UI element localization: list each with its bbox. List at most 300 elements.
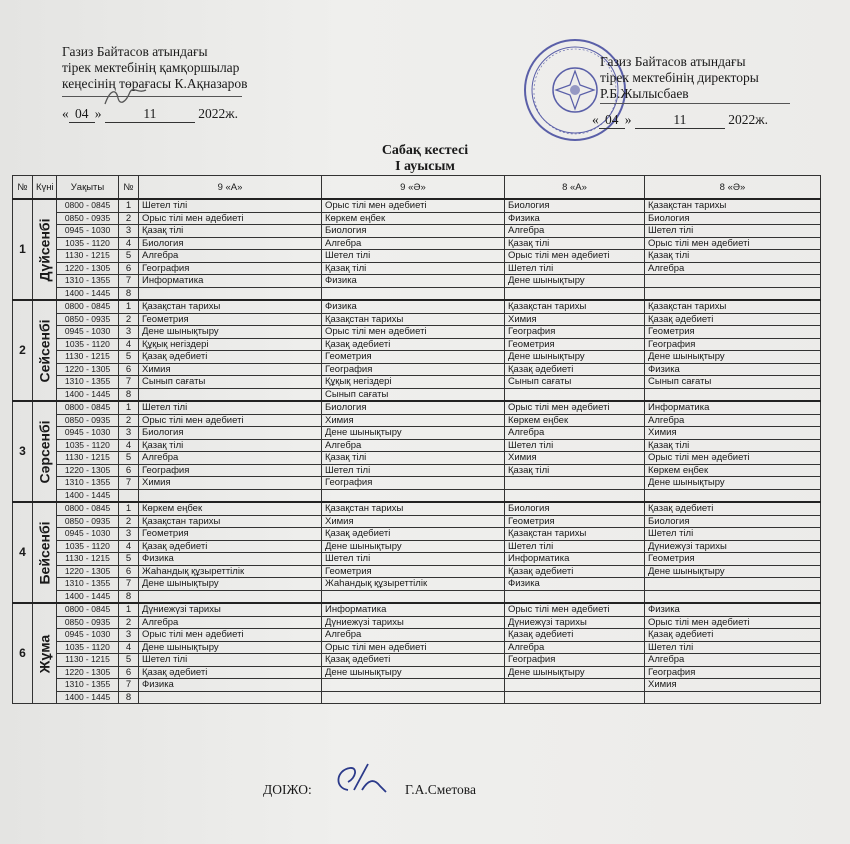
- date-day: 04: [599, 112, 625, 129]
- lesson-time: 1130 - 1215: [57, 351, 119, 364]
- lesson-subject: Геометрия: [322, 351, 505, 364]
- lesson-subject: [139, 590, 322, 603]
- lesson-subject: Көркем еңбек: [505, 414, 645, 427]
- lesson-subject: Дене шынықтыру: [139, 641, 322, 654]
- lesson-subject: Құқық негіздері: [322, 376, 505, 389]
- lesson-subject: Алгебра: [645, 654, 821, 667]
- table-row: [13, 363, 821, 376]
- lesson-time: 1220 - 1305: [57, 363, 119, 376]
- table-row: [13, 629, 821, 642]
- header-cell: №: [13, 176, 33, 200]
- lesson-subject: Алгебра: [322, 237, 505, 250]
- lesson-time: 1400 - 1445: [57, 388, 119, 401]
- approval-right-line3: Р.Б.Жылысбаев: [600, 86, 689, 101]
- lesson-time: 0945 - 1030: [57, 225, 119, 238]
- lesson-subject: Қазақ әдебиеті: [645, 502, 821, 515]
- lesson-subject: Биология: [645, 212, 821, 225]
- lesson-number: 4: [119, 237, 139, 250]
- lesson-subject: Орыс тілі мен әдебиеті: [505, 603, 645, 616]
- lesson-subject: Биология: [139, 237, 322, 250]
- lesson-time: 1400 - 1445: [57, 590, 119, 603]
- page-subtitle: I ауысым: [395, 159, 455, 174]
- lesson-subject: [645, 691, 821, 704]
- lesson-number: 2: [119, 616, 139, 629]
- lesson-subject: Алгебра: [322, 629, 505, 642]
- day-name: [33, 603, 57, 704]
- lesson-subject: Қазақ тілі: [645, 250, 821, 263]
- lesson-number: 2: [119, 313, 139, 326]
- lesson-time: 1220 - 1305: [57, 262, 119, 275]
- table-row: [13, 237, 821, 250]
- date-day: 04: [69, 106, 95, 123]
- lesson-time: 1400 - 1445: [57, 287, 119, 300]
- header-cell: Күні: [33, 176, 57, 200]
- table-row: [13, 477, 821, 490]
- lesson-subject: Алгебра: [139, 452, 322, 465]
- lesson-subject: Физика: [645, 603, 821, 616]
- table-row: [13, 250, 821, 263]
- lesson-number: 6: [119, 565, 139, 578]
- lesson-subject: Қазақ тілі: [139, 439, 322, 452]
- lesson-time: 1035 - 1120: [57, 641, 119, 654]
- lesson-subject: [505, 489, 645, 502]
- lesson-number: 4: [119, 338, 139, 351]
- lesson-number: 1: [119, 401, 139, 414]
- lesson-subject: Дене шынықтыру: [505, 351, 645, 364]
- lesson-subject: Дүниежүзі тарихы: [645, 540, 821, 553]
- day-name-label: Бейсенбі: [36, 520, 52, 585]
- lesson-subject: Қазақ әдебиеті: [505, 629, 645, 642]
- lesson-subject: [139, 691, 322, 704]
- lesson-time: 0945 - 1030: [57, 629, 119, 642]
- lesson-number: 8: [119, 691, 139, 704]
- lesson-subject: Алгебра: [139, 616, 322, 629]
- lesson-subject: Алгебра: [505, 427, 645, 440]
- lesson-time: 1035 - 1120: [57, 540, 119, 553]
- lesson-subject: Дүниежүзі тарихы: [505, 616, 645, 629]
- lesson-number: 5: [119, 250, 139, 263]
- lesson-number: 3: [119, 326, 139, 339]
- date-year: 2022ж.: [728, 112, 768, 127]
- day-name-label: Сәрсенбі: [36, 419, 52, 484]
- table-row: [13, 528, 821, 541]
- lesson-time: 1310 - 1355: [57, 578, 119, 591]
- lesson-subject: Шетел тілі: [139, 199, 322, 212]
- table-row: [13, 565, 821, 578]
- lesson-subject: Алгебра: [505, 225, 645, 238]
- lesson-number: 6: [119, 666, 139, 679]
- lesson-subject: Геометрия: [645, 326, 821, 339]
- lesson-subject: Биология: [505, 502, 645, 515]
- lesson-time: 1035 - 1120: [57, 338, 119, 351]
- lesson-subject: География: [139, 262, 322, 275]
- lesson-time: 1130 - 1215: [57, 654, 119, 667]
- lesson-subject: Дене шынықтыру: [322, 540, 505, 553]
- lesson-subject: Физика: [139, 553, 322, 566]
- lesson-subject: Қазақ әдебиеті: [505, 363, 645, 376]
- lesson-number: 2: [119, 212, 139, 225]
- table-row: [13, 199, 821, 212]
- lesson-subject: Қазақстан тарихы: [322, 502, 505, 515]
- approval-right-line2: тірек мектебінің директоры: [600, 70, 759, 85]
- lesson-subject: Информатика: [645, 401, 821, 414]
- footer-name: Г.А.Сметова: [405, 782, 476, 797]
- approval-block-right: [600, 54, 759, 102]
- lesson-number: 1: [119, 199, 139, 212]
- lesson-number: 8: [119, 388, 139, 401]
- lesson-subject: Орыс тілі мен әдебиеті: [645, 452, 821, 465]
- lesson-subject: Қазақ тілі: [505, 464, 645, 477]
- lesson-subject: Қазақ әдебиеті: [322, 654, 505, 667]
- lesson-subject: Көркем еңбек: [322, 212, 505, 225]
- lesson-subject: Шетел тілі: [322, 464, 505, 477]
- lesson-subject: Информатика: [139, 275, 322, 288]
- lesson-subject: Биология: [645, 515, 821, 528]
- lesson-subject: Алгебра: [322, 439, 505, 452]
- lesson-subject: Қазақстан тарихы: [139, 515, 322, 528]
- table-row: [13, 502, 821, 515]
- lesson-subject: Қазақстан тарихы: [139, 300, 322, 313]
- lesson-subject: Дене шынықтыру: [322, 666, 505, 679]
- lesson-subject: [645, 590, 821, 603]
- lesson-subject: Химия: [139, 477, 322, 490]
- lesson-number: 5: [119, 553, 139, 566]
- lesson-subject: Сынып сағаты: [139, 376, 322, 389]
- lesson-subject: Дене шынықтыру: [322, 427, 505, 440]
- lesson-time: 1130 - 1215: [57, 553, 119, 566]
- lesson-subject: Орыс тілі мен әдебиеті: [139, 629, 322, 642]
- lesson-subject: Дене шынықтыру: [505, 666, 645, 679]
- lesson-subject: Биология: [505, 199, 645, 212]
- table-row: [13, 641, 821, 654]
- lesson-subject: [645, 275, 821, 288]
- lesson-subject: Дене шынықтыру: [505, 275, 645, 288]
- lesson-subject: Дене шынықтыру: [139, 326, 322, 339]
- lesson-number: 3: [119, 225, 139, 238]
- lesson-number: 4: [119, 439, 139, 452]
- lesson-subject: [139, 287, 322, 300]
- lesson-time: 1310 - 1355: [57, 376, 119, 389]
- lesson-subject: Дүниежүзі тарихы: [139, 603, 322, 616]
- lesson-time: 0800 - 0845: [57, 300, 119, 313]
- lesson-subject: Шетел тілі: [505, 439, 645, 452]
- lesson-subject: [322, 679, 505, 692]
- lesson-subject: Дене шынықтыру: [139, 578, 322, 591]
- lesson-number: 7: [119, 275, 139, 288]
- lesson-time: 1035 - 1120: [57, 439, 119, 452]
- lesson-subject: Қазақ әдебиеті: [645, 313, 821, 326]
- lesson-subject: Орыс тілі мен әдебиеті: [322, 326, 505, 339]
- lesson-subject: Химия: [322, 515, 505, 528]
- header-cell: 8 «Ә»: [645, 176, 821, 200]
- table-row: [13, 679, 821, 692]
- lesson-subject: [322, 691, 505, 704]
- header-cell: Уақыты: [57, 176, 119, 200]
- table-row: [13, 666, 821, 679]
- table-row: [13, 275, 821, 288]
- lesson-subject: Сынып сағаты: [505, 376, 645, 389]
- lesson-subject: Алгебра: [139, 250, 322, 263]
- lesson-subject: Құқық негіздері: [139, 338, 322, 351]
- lesson-subject: Геометрия: [139, 528, 322, 541]
- day-number: 2: [13, 300, 33, 401]
- lesson-number: 1: [119, 300, 139, 313]
- lesson-subject: [645, 578, 821, 591]
- lesson-subject: [645, 388, 821, 401]
- page-title: Сабақ кестесі: [381, 143, 469, 158]
- table-row: [13, 313, 821, 326]
- lesson-subject: Сынып сағаты: [645, 376, 821, 389]
- lesson-time: 1310 - 1355: [57, 679, 119, 692]
- lesson-time: 1310 - 1355: [57, 275, 119, 288]
- lesson-time: 1400 - 1445: [57, 489, 119, 502]
- approval-left-line1: Газиз Байтасов атындағы: [62, 44, 208, 59]
- lesson-number: 1: [119, 502, 139, 515]
- lesson-number: 7: [119, 679, 139, 692]
- lesson-time: 0850 - 0935: [57, 313, 119, 326]
- day-name: [33, 401, 57, 502]
- lesson-number: [119, 489, 139, 502]
- table-row: [13, 262, 821, 275]
- day-number: 1: [13, 199, 33, 300]
- lesson-number: 2: [119, 414, 139, 427]
- lesson-time: 0800 - 0845: [57, 199, 119, 212]
- table-row: [13, 515, 821, 528]
- approval-left-date: [62, 106, 238, 123]
- header-cell: 9 «А»: [139, 176, 322, 200]
- lesson-time: 1400 - 1445: [57, 691, 119, 704]
- lesson-subject: Шетел тілі: [645, 225, 821, 238]
- lesson-subject: [505, 590, 645, 603]
- lesson-subject: Қазақ тілі: [505, 237, 645, 250]
- lesson-subject: Химия: [645, 679, 821, 692]
- day-name: [33, 300, 57, 401]
- date-quote-open: «: [62, 106, 69, 121]
- lesson-time: 1310 - 1355: [57, 477, 119, 490]
- lesson-subject: Қазақстан тарихы: [322, 313, 505, 326]
- lesson-time: 0945 - 1030: [57, 427, 119, 440]
- table-row: [13, 388, 821, 401]
- lesson-subject: Шетел тілі: [645, 528, 821, 541]
- lesson-subject: Физика: [505, 212, 645, 225]
- date-quote-open: «: [592, 112, 599, 127]
- lesson-subject: Физика: [139, 679, 322, 692]
- header-cell: 8 «А»: [505, 176, 645, 200]
- lesson-time: 1220 - 1305: [57, 464, 119, 477]
- lesson-subject: [645, 489, 821, 502]
- lesson-subject: [505, 287, 645, 300]
- lesson-time: 0850 - 0935: [57, 515, 119, 528]
- lesson-number: 8: [119, 287, 139, 300]
- date-month: 11: [105, 106, 195, 123]
- table-row: [13, 452, 821, 465]
- lesson-subject: Геометрия: [505, 515, 645, 528]
- lesson-subject: Химия: [322, 414, 505, 427]
- table-row: [13, 414, 821, 427]
- lesson-time: 0945 - 1030: [57, 528, 119, 541]
- lesson-subject: Орыс тілі мен әдебиеті: [645, 237, 821, 250]
- lesson-subject: Биология: [322, 225, 505, 238]
- lesson-subject: Химия: [505, 452, 645, 465]
- schedule-body: [13, 199, 821, 704]
- table-row: [13, 225, 821, 238]
- lesson-number: 4: [119, 641, 139, 654]
- table-row: [13, 401, 821, 414]
- lesson-subject: [139, 489, 322, 502]
- lesson-subject: [505, 477, 645, 490]
- lesson-subject: Алгебра: [645, 262, 821, 275]
- lesson-subject: Шетел тілі: [139, 654, 322, 667]
- table-row: [13, 376, 821, 389]
- lesson-subject: Көркем еңбек: [139, 502, 322, 515]
- lesson-subject: Шетел тілі: [645, 641, 821, 654]
- lesson-time: 1220 - 1305: [57, 666, 119, 679]
- table-row: [13, 464, 821, 477]
- lesson-time: 0850 - 0935: [57, 616, 119, 629]
- date-quote-close: »: [94, 106, 102, 121]
- lesson-subject: Қазақ тілі: [322, 452, 505, 465]
- lesson-subject: Қазақстан тарихы: [645, 300, 821, 313]
- day-number: 6: [13, 603, 33, 704]
- approval-right-line1: Газиз Байтасов атындағы: [600, 54, 746, 69]
- lesson-subject: Биология: [139, 427, 322, 440]
- footer-label: ДОІЖО:: [263, 782, 312, 797]
- day-number: 4: [13, 502, 33, 603]
- lesson-subject: Қазақстан тарихы: [505, 300, 645, 313]
- table-row: [13, 603, 821, 616]
- lesson-number: 5: [119, 654, 139, 667]
- lesson-subject: [505, 679, 645, 692]
- table-header-row: [13, 176, 821, 200]
- day-number: 3: [13, 401, 33, 502]
- lesson-time: 1130 - 1215: [57, 452, 119, 465]
- lesson-subject: Дене шынықтыру: [645, 477, 821, 490]
- table-row: [13, 287, 821, 300]
- lesson-subject: Информатика: [505, 553, 645, 566]
- lesson-subject: География: [139, 464, 322, 477]
- date-quote-close: »: [624, 112, 632, 127]
- lesson-subject: [322, 287, 505, 300]
- lesson-subject: [505, 388, 645, 401]
- lesson-subject: Геометрия: [505, 338, 645, 351]
- lesson-number: 1: [119, 603, 139, 616]
- lesson-subject: Қазақ тілі: [645, 439, 821, 452]
- table-row: [13, 654, 821, 667]
- lesson-number: 3: [119, 528, 139, 541]
- lesson-subject: Алгебра: [645, 414, 821, 427]
- lesson-number: 5: [119, 351, 139, 364]
- day-name-label: Дүйсенбі: [36, 218, 52, 281]
- lesson-subject: Информатика: [322, 603, 505, 616]
- table-row: [13, 540, 821, 553]
- lesson-number: 3: [119, 629, 139, 642]
- lesson-subject: Алгебра: [505, 641, 645, 654]
- lesson-time: 0850 - 0935: [57, 414, 119, 427]
- lesson-number: 7: [119, 477, 139, 490]
- table-row: [13, 616, 821, 629]
- lesson-subject: География: [645, 338, 821, 351]
- lesson-subject: География: [645, 666, 821, 679]
- date-month: 11: [635, 112, 725, 129]
- lesson-subject: География: [505, 654, 645, 667]
- lesson-subject: Қазақ әдебиеті: [139, 540, 322, 553]
- day-name-label: Жұма: [36, 634, 52, 673]
- table-row: [13, 439, 821, 452]
- lesson-subject: Шетел тілі: [139, 401, 322, 414]
- lesson-subject: Шетел тілі: [322, 250, 505, 263]
- lesson-subject: Биология: [322, 401, 505, 414]
- lesson-subject: Қазақ әдебиеті: [645, 629, 821, 642]
- lesson-subject: Шетел тілі: [505, 540, 645, 553]
- lesson-time: 0800 - 0845: [57, 603, 119, 616]
- lesson-subject: Физика: [505, 578, 645, 591]
- lesson-subject: Физика: [322, 275, 505, 288]
- table-row: [13, 338, 821, 351]
- lesson-subject: Жаһандық құзыреттілік: [322, 578, 505, 591]
- lesson-time: 0945 - 1030: [57, 326, 119, 339]
- lesson-number: 5: [119, 452, 139, 465]
- lesson-subject: Химия: [139, 363, 322, 376]
- lesson-subject: География: [322, 477, 505, 490]
- table-row: [13, 489, 821, 502]
- lesson-number: 7: [119, 376, 139, 389]
- lesson-subject: Дүниежүзі тарихы: [322, 616, 505, 629]
- signature-line-right: [600, 103, 790, 104]
- lesson-subject: Геометрия: [645, 553, 821, 566]
- lesson-number: 8: [119, 590, 139, 603]
- lesson-subject: Геометрия: [322, 565, 505, 578]
- lesson-time: 0800 - 0845: [57, 502, 119, 515]
- lesson-time: 0850 - 0935: [57, 212, 119, 225]
- lesson-subject: Көркем еңбек: [645, 464, 821, 477]
- lesson-subject: География: [322, 363, 505, 376]
- lesson-subject: Орыс тілі мен әдебиеті: [139, 212, 322, 225]
- lesson-subject: Химия: [505, 313, 645, 326]
- approval-left-line2: тірек мектебінің қамқоршылар: [62, 60, 240, 75]
- lesson-subject: Шетел тілі: [322, 553, 505, 566]
- lesson-subject: География: [505, 326, 645, 339]
- lesson-subject: Физика: [322, 300, 505, 313]
- table-row: [13, 300, 821, 313]
- lesson-subject: Қазақ тілі: [139, 225, 322, 238]
- lesson-subject: Химия: [645, 427, 821, 440]
- lesson-subject: Сынып сағаты: [322, 388, 505, 401]
- table-row: [13, 326, 821, 339]
- lesson-time: 1130 - 1215: [57, 250, 119, 263]
- lesson-subject: Қазақ әдебиеті: [322, 528, 505, 541]
- header-cell: №: [119, 176, 139, 200]
- table-row: [13, 553, 821, 566]
- lesson-subject: Орыс тілі мен әдебиеті: [322, 641, 505, 654]
- day-name-label: Сейсенбі: [36, 318, 52, 383]
- approval-block-left: [62, 44, 248, 92]
- day-name: [33, 502, 57, 603]
- lesson-number: 7: [119, 578, 139, 591]
- table-row: [13, 212, 821, 225]
- table-row: [13, 427, 821, 440]
- lesson-subject: Орыс тілі мен әдебиеті: [322, 199, 505, 212]
- approval-right-date: [592, 112, 768, 129]
- lesson-subject: Қазақстан тарихы: [505, 528, 645, 541]
- lesson-subject: [139, 388, 322, 401]
- lesson-number: 3: [119, 427, 139, 440]
- lesson-subject: Қазақ әдебиеті: [322, 338, 505, 351]
- date-year: 2022ж.: [198, 106, 238, 121]
- lesson-subject: [322, 590, 505, 603]
- lesson-subject: [645, 287, 821, 300]
- lesson-subject: Орыс тілі мен әдебиеті: [645, 616, 821, 629]
- lesson-number: 2: [119, 515, 139, 528]
